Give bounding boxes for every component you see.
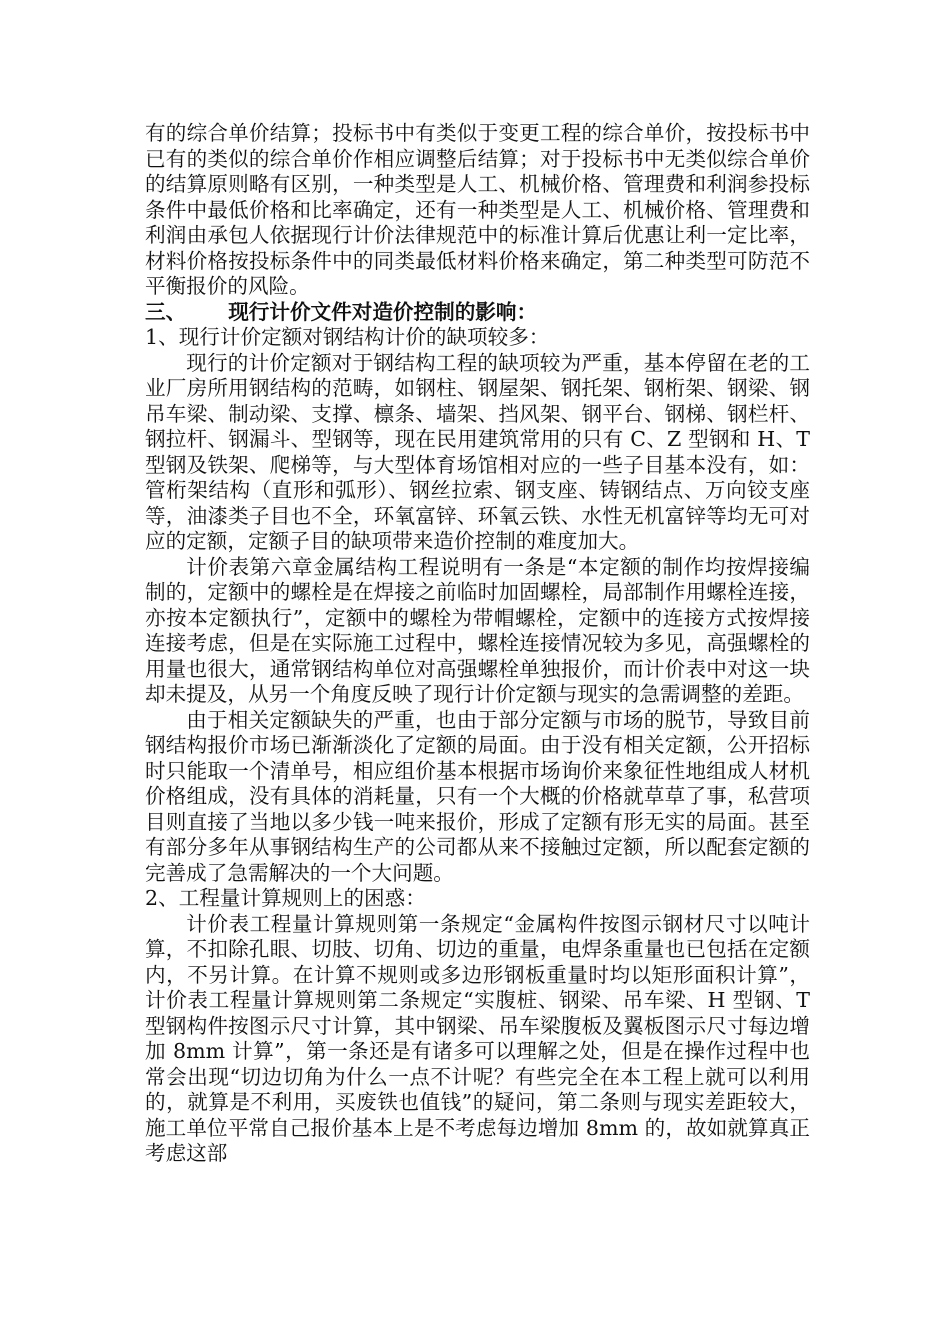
section-title: 现行计价文件对造价控制的影响： bbox=[228, 299, 538, 324]
section-heading bbox=[145, 300, 810, 326]
subsection-heading-1: 1、现行计价定额对钢结构计价的缺项较多： bbox=[145, 325, 550, 349]
section-number: 三、 bbox=[145, 299, 187, 324]
subsection-1-paragraph-3: 由于相关定额缺失的严重，也由于部分定额与市场的脱节，导致目前钢结构报价市场已渐渐淡化了定额的局面。由于没有相关定额，公开招标时只能取一个清单号，相应组价基本根据市场询价来象征性地组成人材机价格组成，没有具体的消耗量，只有一个大概的价格就草草了事，私营项目则直接了当地以多少钱一吨来报价，形成了定额有形无实的局面。甚至有部分多年从事钢结构生产的公司都从来不接触过定额，所以配套定额的完善成了急需解决的一个大问题。 bbox=[145, 707, 810, 885]
intro-paragraph: 有的综合单价结算；投标书中有类似于变更工程的综合单价，按投标书中已有的类似的综合单价作相应调整后结算；对于投标书中无类似综合单价的结算原则略有区别，一种类型是人工、机械价格、管理费和利润参投标条件中最低价格和比率确定，还有一种类型是人工、机械价格、管理费和利润由承包人依据现行计价法律规范中的标准计算后优惠让利一定比率，材料价格按投标条件中的同类最低材料价格来确定，第二种类型可防范不平衡报价的风险。 bbox=[145, 121, 810, 298]
document-page bbox=[145, 121, 810, 1167]
subsection-heading-2: 2、工程量计算规则上的困惑： bbox=[145, 886, 426, 910]
subsection-2-paragraph-1: 计价表工程量计算规则第一条规定“金属构件按图示钢材尺寸以吨计算，不扣除孔眼、切肢、切角、切边的重量，电焊条重量也已包括在定额内，不另计算。在计算不规则或多边形钢板重量时均以矩形面积计算”，计价表工程量计算规则第二条规定“实腹桩、钢梁、吊车梁、H 型钢、T 型钢构件按图示尺寸计算，其中钢梁、吊车梁腹板及翼板图示尺寸每边增加 8mm 计算”，第一条还是有诸多可以理解之处，但是在操作过程中也常会出现“切边切角为什么一点不计呢？有些完全在本工程上就可以利用的，就算是不利用，买废铁也值钱”的疑问，第二条则与现实差距较大，施工单位平常自己报价基本上是不考虑每边增加 8mm 的，故如就算真正考虑这部 bbox=[145, 911, 810, 1165]
subsection-1-paragraph-2: 计价表第六章金属结构工程说明有一条是“本定额的制作均按焊接编制的，定额中的螺栓是在焊接之前临时加固螺栓，局部制作用螺栓连接，亦按本定额执行”，定额中的螺栓为带帽螺栓，定额中的连接方式按焊接连接考虑，但是在实际施工过程中，螺栓连接情况较为多见，高强螺栓的用量也很大，通常钢结构单位对高强螺栓单独报价，而计价表中对这一块却未提及，从另一个角度反映了现行计价定额与现实的急需调整的差距。 bbox=[145, 554, 810, 706]
subsection-1-paragraph-1: 现行的计价定额对于钢结构工程的缺项较为严重，基本停留在老的工业厂房所用钢结构的范畴，如钢柱、钢屋架、钢托架、钢桁架、钢梁、钢吊车梁、制动梁、支撑、檩条、墙架、挡风架、钢平台、钢梯、钢栏杆、钢拉杆、钢漏斗、型钢等，现在民用建筑常用的只有 C、Z 型钢和 H、T 型钢及铁架、爬梯等，与大型体育场馆相对应的一些子目基本没有，如：管桁架结构（直形和弧形）、钢丝拉索、钢支座、铸钢结点、万向铰支座等，油漆类子目也不全，环氧富锌、环氧云铁、水性无机富锌等均无可对应的定额，定额子目的缺项带来造价控制的难度加大。 bbox=[145, 350, 810, 553]
